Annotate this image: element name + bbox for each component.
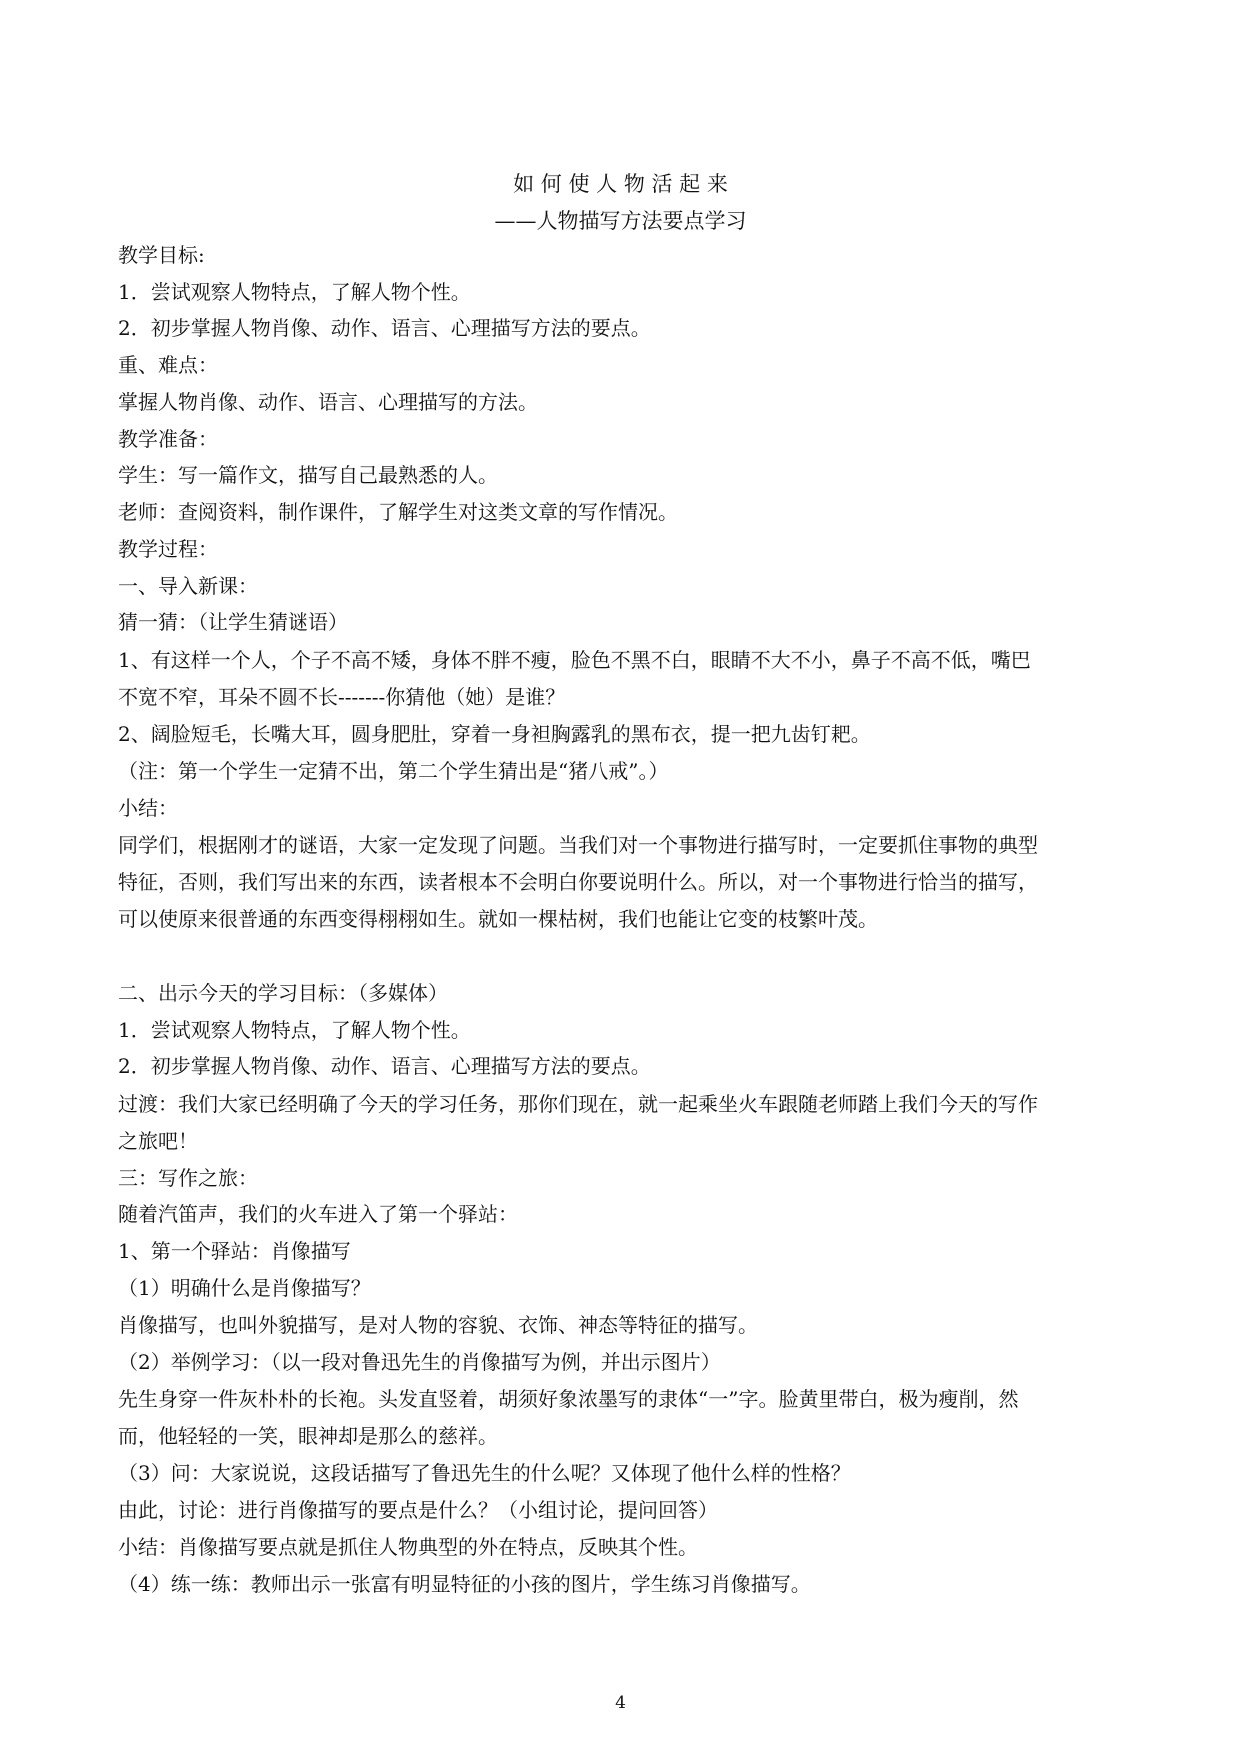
text-line: 小结：肖像描写要点就是抓住人物典型的外在特点，反映其个性。 — [118, 1535, 698, 1559]
text-line: 而，他轻轻的一笑，眼神却是那么的慈祥。 — [118, 1424, 498, 1448]
text-line: 过渡：我们大家已经明确了今天的学习任务，那你们现在，就一起乘坐火车跟随老师踏上我们今天的写作 — [118, 1092, 1038, 1116]
text-line: 随着汽笛声，我们的火车进入了第一个驿站： — [118, 1202, 518, 1226]
text-line: 老师：查阅资料，制作课件，了解学生对这类文章的写作情况。 — [118, 500, 678, 524]
text-line: （1）明确什么是肖像描写？ — [118, 1276, 371, 1300]
text-line: 1．尝试观察人物特点，了解人物个性。 — [118, 1018, 471, 1042]
text-line: 由此，讨论：进行肖像描写的要点是什么？（小组讨论，提问回答） — [118, 1498, 718, 1522]
text-line: 2．初步掌握人物肖像、动作、语言、心理描写方法的要点。 — [118, 1054, 651, 1078]
text-line: 学生：写一篇作文，描写自己最熟悉的人。 — [118, 463, 498, 487]
text-line: 不宽不窄，耳朵不圆不长-------你猜他（她）是谁？ — [118, 685, 566, 709]
text-line: 教学过程： — [118, 537, 218, 561]
text-line: 先生身穿一件灰朴朴的长袍。头发直竖着，胡须好象浓墨写的隶体“一”字。脸黄里带白，极为瘦削，然 — [118, 1387, 1019, 1411]
text-line: 1、有这样一个人，个子不高不矮，身体不胖不瘦，脸色不黑不白，眼睛不大不小，鼻子不高不低，嘴巴 — [118, 648, 1031, 672]
page-number: 4 — [615, 1693, 626, 1713]
text-line: 三：写作之旅： — [118, 1166, 258, 1190]
text-line: 同学们，根据刚才的谜语，大家一定发现了问题。当我们对一个事物进行描写时，一定要抓住事物的典型 — [118, 833, 1038, 857]
text-line: 特征，否则，我们写出来的东西，读者根本不会明白你要说明什么。所以，对一个事物进行恰当的描写， — [118, 870, 1038, 894]
text-line: 重、难点： — [118, 353, 218, 377]
text-line: 教学准备： — [118, 427, 218, 451]
text-line: 掌握人物肖像、动作、语言、心理描写的方法。 — [118, 390, 538, 414]
text-line: 小结： — [118, 796, 178, 820]
text-line: 2．初步掌握人物肖像、动作、语言、心理描写方法的要点。 — [118, 316, 651, 340]
text-line: 二、出示今天的学习目标：（多媒体） — [118, 981, 448, 1005]
text-line: 教学目标: — [118, 243, 205, 267]
text-line: （4）练一练：教师出示一张富有明显特征的小孩的图片，学生练习肖像描写。 — [118, 1572, 811, 1596]
text-line: 猜一猜：（让学生猜谜语） — [118, 610, 348, 634]
page-title: 如 何 使 人 物 活 起 来 — [513, 172, 728, 196]
text-line: （3）问：大家说说，这段话描写了鲁迅先生的什么呢？又体现了他什么样的性格？ — [118, 1461, 851, 1485]
text-line: （2）举例学习：（以一段对鲁迅先生的肖像描写为例，并出示图片） — [118, 1350, 721, 1374]
text-line: 之旅吧！ — [118, 1129, 198, 1153]
text-line: 1、第一个驿站：肖像描写 — [118, 1239, 351, 1263]
text-line: 2、阔脸短毛，长嘴大耳，圆身肥肚，穿着一身袒胸露乳的黑布衣，提一把九齿钉耙。 — [118, 722, 871, 746]
text-line: 肖像描写，也叫外貌描写，是对人物的容貌、衣饰、神态等特征的描写。 — [118, 1313, 758, 1337]
text-line: 可以使原来很普通的东西变得栩栩如生。就如一棵枯树，我们也能让它变的枝繁叶茂。 — [118, 907, 878, 931]
text-line: 一、导入新课： — [118, 574, 258, 598]
text-line: （注：第一个学生一定猜不出，第二个学生猜出是“猪八戒”。） — [118, 759, 669, 783]
page-subtitle: ——人物描写方法要点学习 — [494, 209, 747, 233]
text-line: 1．尝试观察人物特点，了解人物个性。 — [118, 280, 471, 304]
